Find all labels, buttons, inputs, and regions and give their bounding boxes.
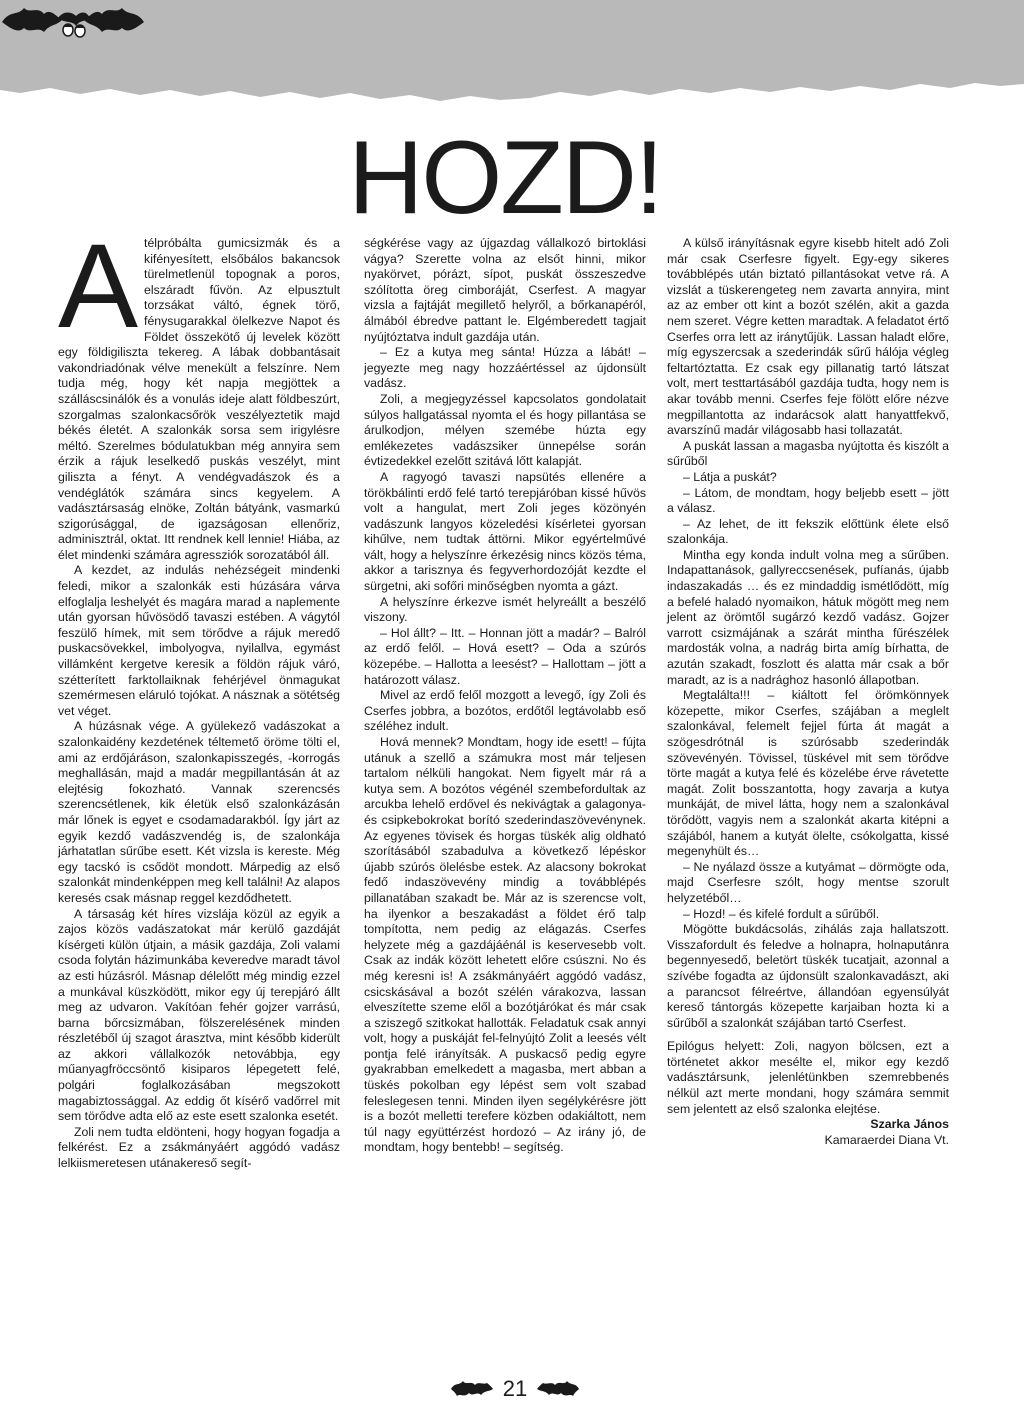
page-footer	[440, 1374, 590, 1404]
article-paragraph: – Látom, de mondtam, hogy beljebb esett – jött a válasz.	[667, 485, 949, 516]
oak-leaf-icon	[449, 1378, 495, 1400]
article-paragraph: – Hol állt? – Itt. – Honnan jött a madár? – Balról az erdő felől. – Hová esett? – Oda a szúrós közepébe. – Hallotta a leesést? – Hallottam – jött a határozott válasz.	[364, 625, 646, 687]
page-number: 21	[502, 1376, 528, 1401]
article-paragraph: Mögötte bukdácsolás, zihálás zaja hallatszott. Visszafordult és feledve a holnapra, holnaputánra begennyesedő, beletört tüskék tucatjait, azonnal a szívébe fogadta az újdonsült szalonkavadászt, aki a parancsot félreértve, állandóan egyensúlyát kereső tántorgás közepette karjaiban hozta ki a sűrűből a szalonkát szájában tartó Cserfest.	[667, 922, 949, 1030]
article-paragraph: A külső irányításnak egyre kisebb hitelt adó Zoli már csak Cserfesre figyelt. Egy-egy sikeres továbblépés után biztató pillantásokat vetve rá. A vizslát a tüskerengeteg nem zavarta annyira, mint az az ember ott kint a bozót szélén, akit a gazda nem szeret. Végre ketten maradtak. A feladatot értő Cserfes orra lett az iránytűjük. Lassan haladt előre, míg egyszercsak a szederindák sűrű hálója végleg feltartóztatta. Ez csak egy pillanatig tartó látszat volt, mert testtartásából gazdája tudta, hogy nem is akar tovább menni. Cserfes feje fölött előre nézve megpillantotta az indarácsok alatt hanyattfekvő, avarszínű madár világosabb hasi tollazatát.	[667, 236, 949, 438]
article-paragraph: Mintha egy konda indult volna meg a sűrűben. Indapattanások, gallyreccsenések, pufíanás, újabb indaszakadás … és ez mindaddig ismétlődött, míg a befelé haladó nyomaikon, hátuk mögött meg nem jelent az örömtől sugárzó kezdő vadász. Gojzer varrott csizmájának a szárát mintha fűrészélek mardosták volna, a nadrág birta amíg bírhatta, de azután szakadt, foszlott és alatta már csak a bőr maradt, az is a nadrághoz hasonló állapotban.	[667, 547, 949, 687]
article-paragraph: A kezdet, az indulás nehézségeit mindenki feledi, mikor a szalonkák esti húzására várva elfoglalja leshelyét és magára marad a naplemente után gyorsan hűvösödő tavaszi estében. A vágytól feszülő hímek, mit sem törődve a rájuk meredő puskacsövekkel, imbolyogva, nyilallva, egymást villámként kergetve keresik a földön rájuk váró, szétterített farktollaiknak fehérjével önmagukat szemérmesen eláruló tojókat. A násznak a sötétség vet véget.	[58, 563, 340, 718]
article-title: HOZD!	[348, 120, 662, 236]
article-paragraph: Zoli nem tudta eldönteni, hogy hogyan fogadja a felkérést. Ez a zsákmányáért aggódó vadász lelkiismeretesen utánakereső segít-	[58, 1124, 340, 1171]
article-paragraph: A ragyogó tavaszi napsütés ellenére a törökbálinti erdő felé tartó terepjáróban kissé hűvös volt a hangulat, mert Zoli jeges közönyén vadászunk langyos közeledési kísérletei gyorsan kihűlve, nem tudtak áttörni. Mikor egyértelművé vált, hogy a helyszínre érkezésig nincs közös téma, akkor a tarisznya és fegyverhordozóját kezdte el sürgetni, aki sofőri minőségben nyomta a gázt.	[364, 469, 646, 594]
article-paragraph: – Az lehet, de itt fekszik előttünk élete első szalonkája.	[667, 516, 949, 547]
article-column-2	[364, 236, 646, 1156]
article-paragraph: A helyszínre érkezve ismét helyreállt a beszélő viszony.	[364, 594, 646, 625]
article-paragraph: Megtalálta!!! – kiáltott fel örömkönnyek közepette, mikor Cserfes, szájában a meglelt szalonkával, felemelt fejjel fúrta át magát a szögesdrótnál is szúrósabb szederindák szövevényén. Tövissel, tüskével mit sem törődve törte magát a kutya felé és közelébe érve rávetette magát. Zolit bosszantotta, hogy zavarja a kutya munkáját, de mivel látta, hogy nem a szalonkával törődött, vagyis nem a szalonkát akarta kitépni a szájából, hanem a kutyát ölelte, csókolgatta, kissé megenyhült és…	[667, 688, 949, 859]
article-paragraph: Mivel az erdő felől mozgott a levegő, így Zoli és Cserfes jobbra, a bozótos, erdőtől legtávolabb eső széléhez indult.	[364, 688, 646, 734]
article-paragraph: ségkérése vagy az újgazdag vállalkozó birtoklási vágya? Szerette volna az elsőt hinni, mikor nyakörvet, pórázt, sípot, puskát összeszedve szólította öreg cimboráját, Cserfest. A magyar vizsla a fajtáját megillető helyről, a bőrkanapéról, álmából ébredve pattant le. Elgémberedett tagjait nyújtóztatva indult gazdája után.	[364, 236, 646, 344]
article-paragraph: A puskát lassan a magasba nyújtotta és kiszólt a sűrűből	[667, 438, 949, 469]
article-paragraph: A társaság két híres vizslája közül az egyik a zajos közös vadászatokat már kerülő gazdáját kísérgeti külön útjain, a másik gazdája, Zoli valami csoda folytán házimunkába keveredve maradt távol az esti húzásról. Másnap délelőtt még mindig ezzel a munkával küszködött, mikor egy új terepjáró állt meg az udvaron. Vakítóan fehér gojzer varrású, barna bőrcsizmában, fölszerelésének minden részletéből új szagot árasztva, mint később kiderült az akkori vállalkozók netovábbja, egy műanyagfröccsöntő kisiparos lépegetett felé, polgári foglalkozásában megszokott magabiztossággal. Az eddig őt kísérő vadőrrel mit sem törődve adta elő az este esett szalonka esetét.	[58, 906, 340, 1124]
article-paragraph: – Látja a puskát?	[683, 469, 777, 484]
drop-cap: A	[58, 219, 139, 353]
article-paragraph: – Ez a kutya meg sánta! Húzza a lábát! – jegyezte meg nagy hozzáértéssel az újdonsült vadász.	[364, 345, 646, 391]
epilogue-paragraph: Epilógus helyett: Zoli, nagyon bölcsen, ezt a történetet akkor mesélte el, mikor egy kezdő vadásztársunk, jelenlétünkben szemrebbenés nélkül azt merte mondani, hogy számára semmit sem jelentett az első szalonka elejtése.	[667, 1039, 949, 1116]
article-paragraph: – Ne nyálazd össze a kutyámat – dörmögte oda, majd Cserfesre szólt, hogy mentse szorult helyzetéből…	[667, 859, 949, 905]
article-paragraph: Zoli, a megjegyzéssel kapcsolatos gondolatait súlyos hallgatással nyomta el és hogy pillantása se árulkodjon, mélyen szemébe húzta egy emlékezetes vadászsiker ünnepélse során évtizedekkel ezelőtt szitává lőtt kalapját.	[364, 391, 646, 469]
article-paragraph: Hová mennek? Mondtam, hogy ide esett! – fújta utánuk a szellő a számukra most már teljesen tartalom nélküli hangokat. Nem figyelt már rá a kutya sem. A bozótos végénél szembefordultak az arcukba lehelő erdővel és nekivágtak a galagonya- és csipkebokrokat borító szederindaszövevénynek. Az egyenes tövisek és horgas tüskék alig oldható szorításából szabadulva a következő lépéskor újabb szúrós ölelésbe estek. Az alacsony bokrokat fedő indaszövevény mindig a továbblépés pillanatában szakadt be. Már az is szerencse volt, ha ilyenkor a beszakadást a földet érő talp tompította, nem pedig az elágazás. Cserfes helyzete még a gazdájáénál is keservesebb volt. Csak az indák között lehetett előre csúszni. No és még keresni is! A zsákmányáért aggódó vadász, csicskásával a bozót szélén várakozva, lassan elveszítette szeme elől a bozótjárókat és már csak a sziszegő szitkokat hallották. Feladatuk csak annyi volt, hogy a puskáját fel-felnyújtó Zolit a leesés vélt pontja felé irányítsák. A puskacső pedig egyre gyakrabban emelkedett a magasba, mert abban a tüskés pokolban egy lépést sem volt szabad feleslegesen tenni. Minden ilyen segélykérésre jött is a bozót melletti terefere közben odakiáltott, nem túl nagy együttérzést hordozó – Az irány jó, de mondtam, hogy bentebb! – segítség.	[364, 735, 646, 1155]
author-affiliation: Kamaraerdei Diana Vt.	[824, 1132, 949, 1147]
torn-paper-header-band	[0, 0, 1024, 110]
torn-edge-graphic	[0, 0, 1024, 112]
article-paragraph: Atélpróbálta gumicsizmák és a kifényesített, elsőbálos bakancsok türelmetlenül topognak a poros, elszáradt fűvön. Az elpusztult torzsákat váltó, égnek törő, fénysugarakkal ölelkezve Napot és Földet összekötő új levelek között egy földigiliszta tekereg. A lábak dobbantásait vakondriadónak vélve menekült a felszínre. Nem tudja még, hogy két napja megjöttek a szálláscsinálók és a vonulás ideje alatt földbeszúrt, szorgalmas szalonkacsőrök veszélyeztetik majd békés életét. A szalonkák sorsa sem irigylésre méltó. Szerelmes bódulatukban még annyira sem érzik a rájuk leselkedő puskás veszélyt, mint giliszta a fényt. A vendégvadászok és a vendéglátók számára sincs kegyelem. A vadásztársaság elnöke, Zoltán bátyánk, vasmarkú szigorúsággal, de igazságosan ellenőriz, adminisztrál, oktat. Itt rendnek kell lennie! Hiába, az élet mindenki számára agressziók sorozatából áll.	[58, 219, 340, 562]
article-column-3	[667, 236, 949, 1148]
article-paragraph: – Hozd! – és kifelé fordult a sűrűből.	[683, 906, 880, 921]
author-name: Szarka János	[870, 1117, 949, 1132]
article-column-1	[58, 219, 340, 1172]
article-paragraph: A húzásnak vége. A gyülekező vadászokat a szalonkaidény kezdetének téltemető öröme tölti el, ami az erdőjáráson, szalonkapisszegés, -korrogás meghallásán, majd a madár megpillantásán át az elejtésig fokozható. Vannak szerencsés szerencsétlenek, kik életük első szalonkázásán már lőnek is egyet e csodamadarakból. Így járt az egyik kezdő vadászvendég is, de szalonkája járhatatlan sűrűbe esett. Két vizsla is kereste. Még egy tacskó is csődöt mondott. Márpedig az első szalonkát mindenképpen meg kell találni! Az alapos keresés csak másnap reggel kezdődhetett.	[58, 719, 340, 905]
oak-leaves-acorns-icon	[0, 0, 146, 42]
oak-leaf-icon	[535, 1378, 581, 1400]
